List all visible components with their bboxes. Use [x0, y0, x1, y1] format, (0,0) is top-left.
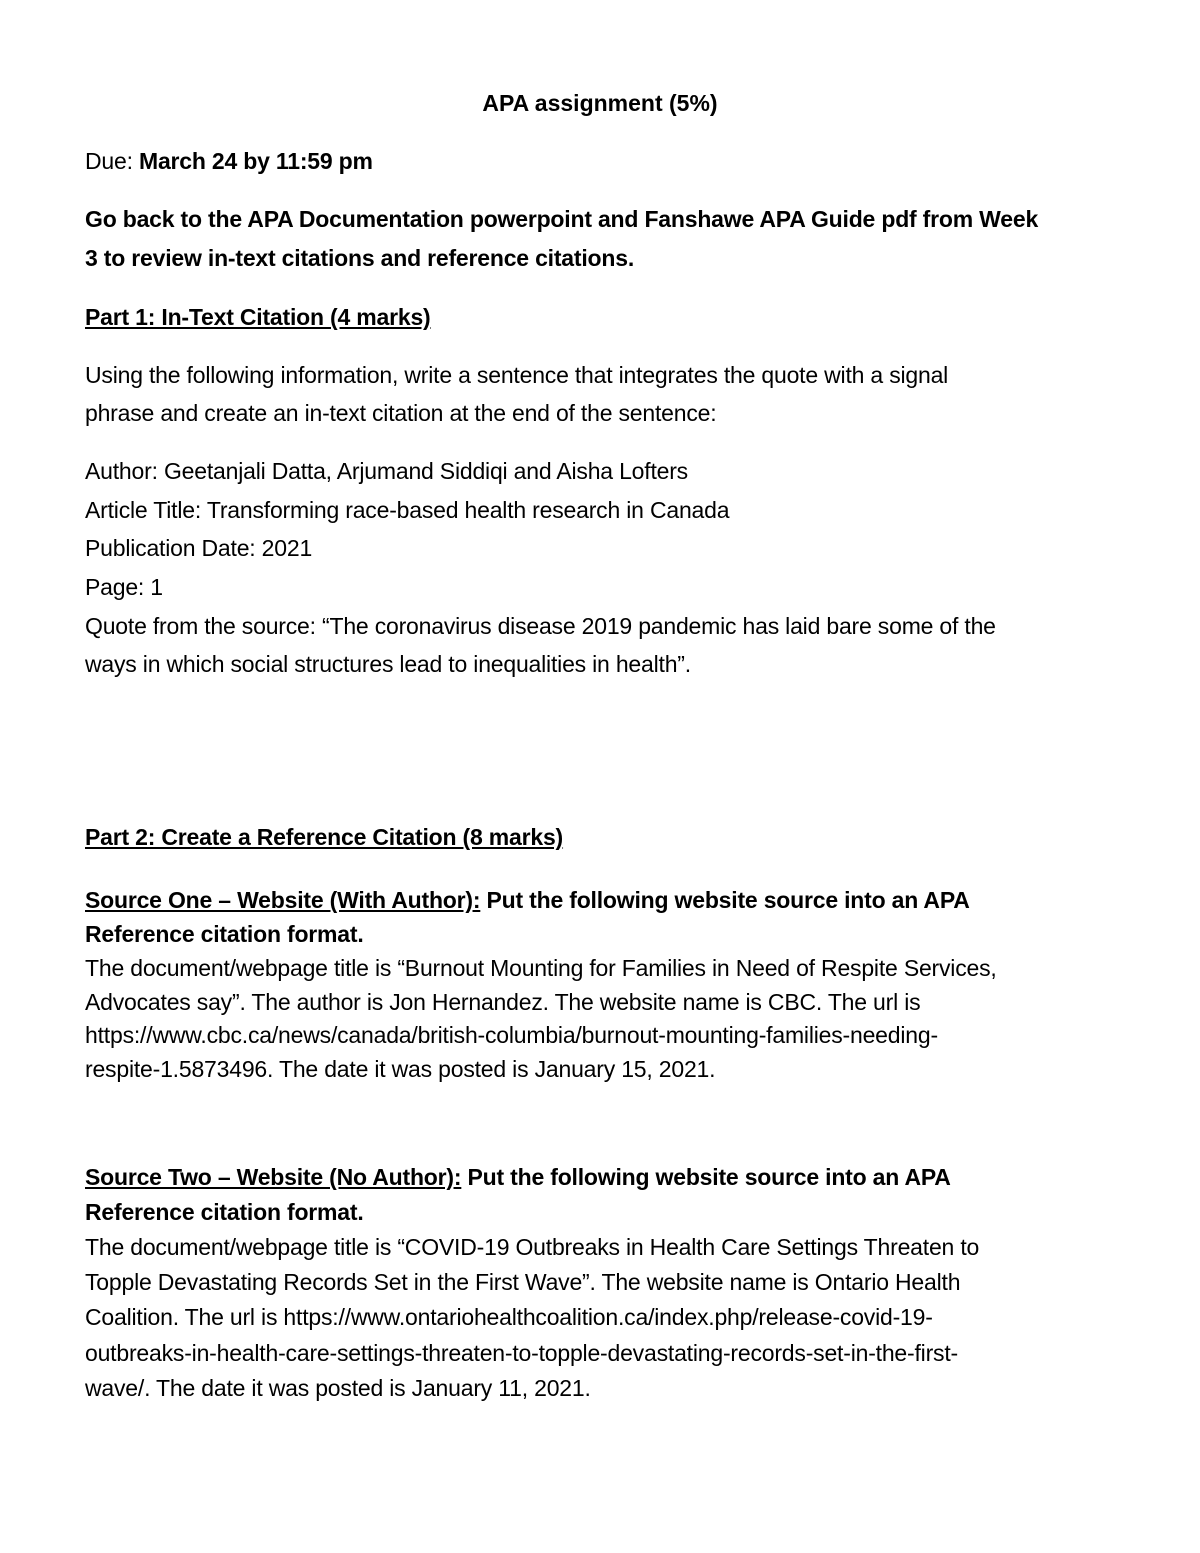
source-one-body-line-2: Advocates say”. The author is Jon Hernandez. The website name is CBC. The url is: [85, 989, 921, 1015]
source-one-label: Source One – Website (With Author):: [85, 887, 481, 913]
instructions-line-2: 3 to review in-text citations and reference citations.: [85, 245, 635, 271]
source-two-instruction: Put the following website source into an APA: [461, 1164, 951, 1190]
document-title: APA assignment (5%): [482, 90, 718, 116]
source-one-body-line-4: respite-1.5873496. The date it was posted is January 15, 2021.: [85, 1056, 716, 1082]
instructions-line-1: Go back to the APA Documentation powerpoint and Fanshawe APA Guide pdf from Week: [85, 206, 1039, 232]
part1-page: Page: 1: [85, 574, 163, 600]
source-two-body-line-2: Topple Devastating Records Set in the First Wave”. The website name is Ontario Health: [85, 1269, 961, 1295]
source-two-body-line-4: outbreaks-in-health-care-settings-threaten-to-topple-devastating-records-set-in-the-first-: [85, 1340, 958, 1366]
source-one-instruction-line-2: Reference citation format.: [85, 921, 364, 947]
part1-intro-line-2: phrase and create an in-text citation at the end of the sentence:: [85, 400, 717, 426]
source-one-body-line-3: https://www.cbc.ca/news/canada/british-columbia/burnout-mounting-families-needing-: [85, 1022, 938, 1048]
source-one-body-line-1: The document/webpage title is “Burnout Mounting for Families in Need of Respite Services,: [85, 955, 997, 981]
part1-author: Author: Geetanjali Datta, Arjumand Siddiqi and Aisha Lofters: [85, 458, 688, 484]
due-date: March 24 by 11:59 pm: [138, 148, 373, 174]
due-line: [85, 146, 373, 176]
part1-publication-date: Publication Date: 2021: [85, 535, 313, 561]
part1-article-title: Article Title: Transforming race-based health research in Canada: [85, 497, 730, 523]
source-two-label: Source Two – Website (No Author):: [85, 1164, 462, 1190]
part2-heading: Part 2: Create a Reference Citation (8 marks): [85, 824, 564, 850]
part1-intro-line-1: Using the following information, write a sentence that integrates the quote with a signal: [85, 362, 949, 388]
source-two-instruction-line-2: Reference citation format.: [85, 1199, 364, 1225]
due-label: Due:: [85, 148, 139, 174]
source-two-body-line-1: The document/webpage title is “COVID-19 Outbreaks in Health Care Settings Threaten to: [85, 1234, 980, 1260]
source-one-instruction-line-1: [85, 885, 970, 915]
part1-quote-line-2: ways in which social structures lead to inequalities in health”.: [85, 651, 691, 677]
source-two-body-line-5: wave/. The date it was posted is January 11, 2021.: [85, 1375, 591, 1401]
source-one-instruction: Put the following website source into an APA: [480, 887, 970, 913]
source-two-body-line-3: Coalition. The url is https://www.ontariohealthcoalition.ca/index.php/release-covid-19-: [85, 1304, 933, 1330]
part1-quote-line-1: Quote from the source: “The coronavirus disease 2019 pandemic has laid bare some of the: [85, 613, 996, 639]
source-two-instruction-line-1: [85, 1162, 951, 1192]
part1-heading: Part 1: In-Text Citation (4 marks): [85, 304, 431, 330]
